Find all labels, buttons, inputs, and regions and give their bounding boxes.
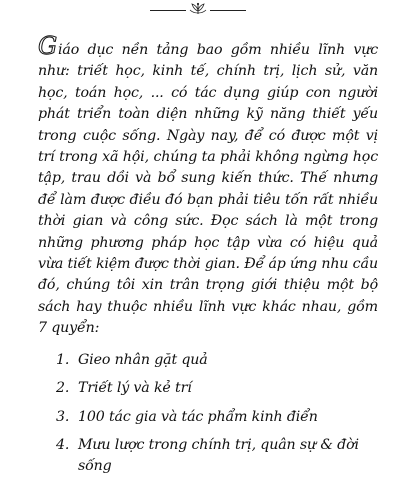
list-number: 1.	[56, 351, 70, 368]
floral-ornament-icon	[188, 2, 208, 16]
ornament-rule-left	[150, 10, 186, 11]
book-title: Triết lý và kẻ trí	[78, 380, 192, 397]
book-title: Gieo nhân gặt quả	[78, 351, 208, 368]
header-ornament	[150, 2, 246, 16]
intro-paragraph	[38, 32, 378, 340]
book-list	[38, 350, 378, 478]
list-item	[38, 435, 378, 478]
list-number: 3.	[56, 408, 70, 425]
list-item	[38, 378, 378, 399]
body-text	[38, 32, 378, 485]
book-title: Mưu lược trong chính trị, quân sự & đời sống	[78, 436, 359, 475]
list-number: 2.	[56, 380, 70, 397]
ornament-rule-right	[210, 10, 246, 11]
dropcap-letter: G	[38, 32, 58, 60]
list-item	[38, 350, 378, 371]
book-title: 100 tác gia và tác phẩm kinh điển	[78, 408, 318, 425]
list-item	[38, 407, 378, 428]
list-number: 4.	[56, 436, 70, 453]
paragraph-text: iáo dục nền tảng bao gồm nhiều lĩnh vực như: triết học, kinh tế, chính trị, lịch sử, văn học, toán học, ... có tác dụng giúp con người phát triển toàn diện những kỹ năng thiết yếu trong cuộc sống. Ngày nay, để có được một vị trí trong xã hội, chúng ta phải không ngừng học tập, trau dồi và bổ sung kiến thức. Thế nhưng để làm được điều đó bạn phải tiêu tốn rất nhiều thời gian và công sức. Đọc sách là một trong những phương pháp học tập vừa có hiệu quả vừa tiết kiệm được thời gian. Để áp ứng nhu cầu đó, chúng tôi xin trân trọng giới thiệu một bộ sách hay thuộc nhiều lĩnh vực khác nhau, gồm 7 quyển:	[38, 42, 378, 337]
